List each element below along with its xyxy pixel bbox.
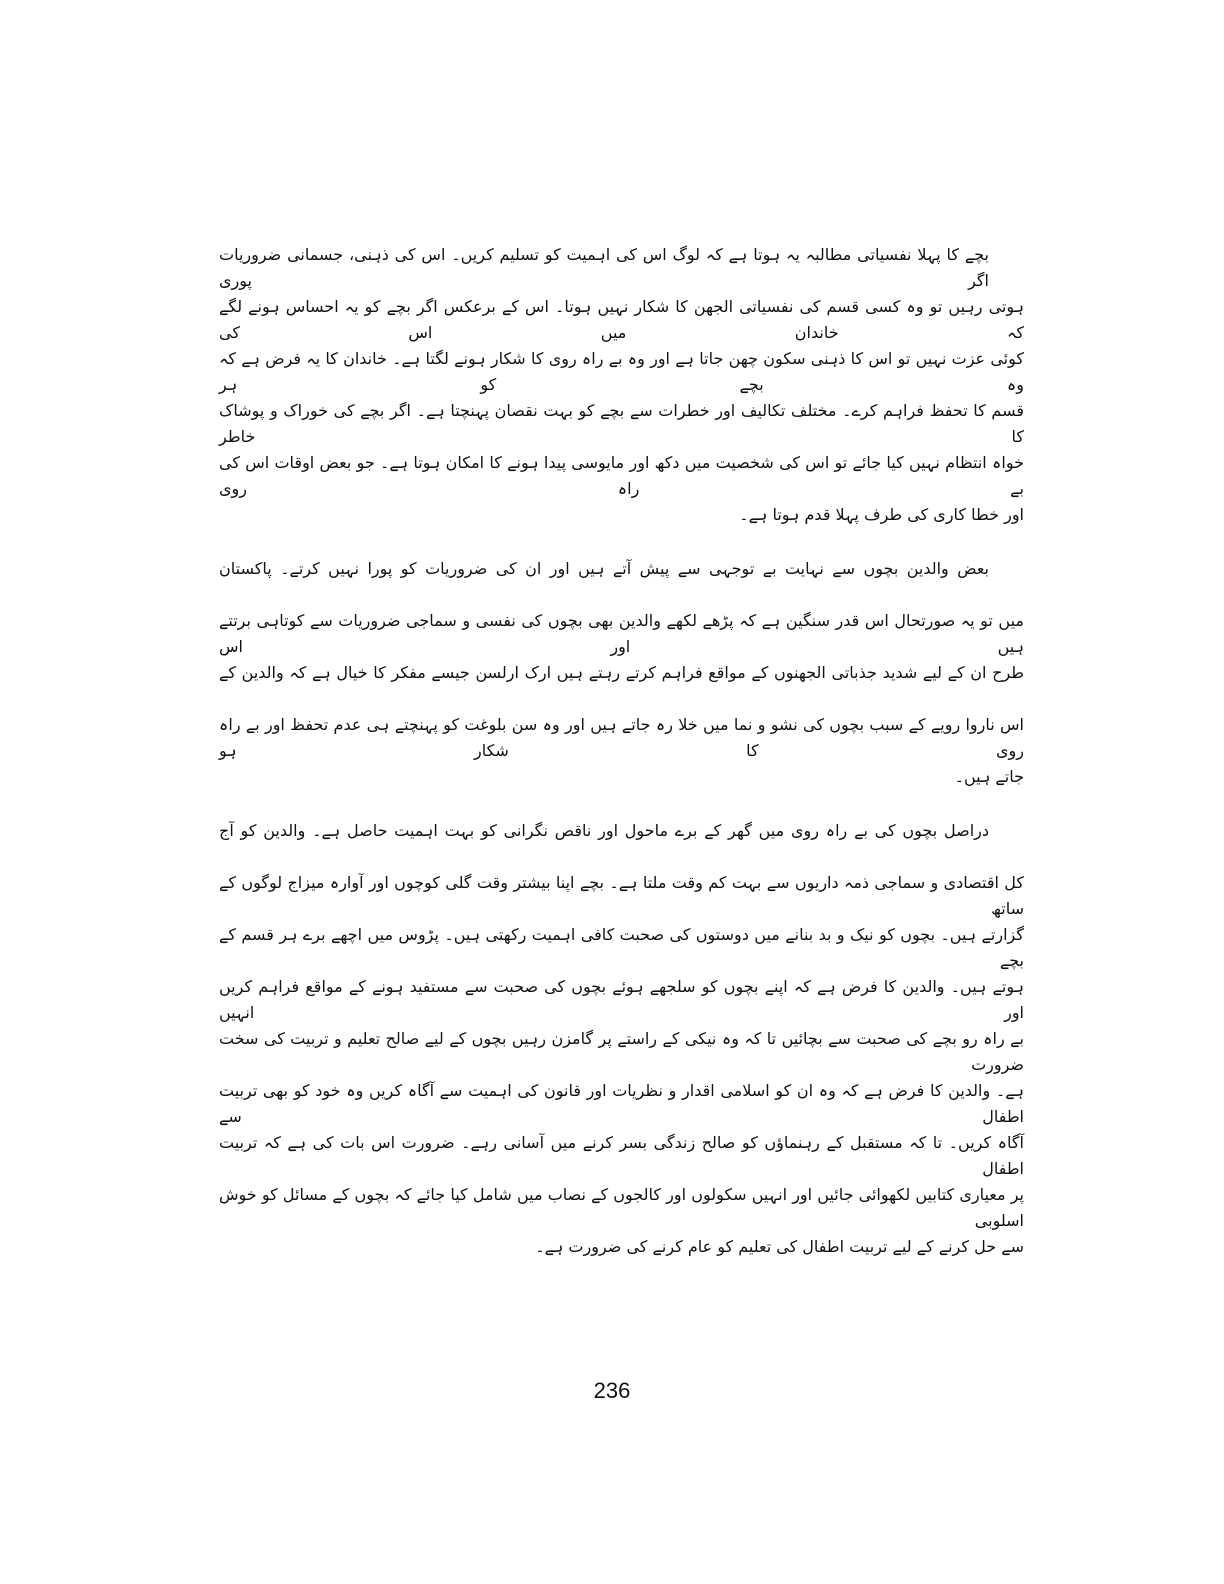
- text-line: کل اقتصادی و سماجی ذمہ داریوں سے بہت کم وقت ملتا ہے۔ بچے اپنا بیشتر وقت گلی کوچوں اور آوارہ میزاج لوگوں کے ساتھ: [219, 873, 1024, 918]
- text-line: آگاہ کریں۔ تا کہ مستقبل کے رہنماؤں کو صالح زندگی بسر کرنے میں آسانی رہے۔ ضرورت اس بات کی ہے کہ تربیت اطفال: [219, 1133, 1024, 1178]
- text-line: سے حل کرنے کے لیے تربیت اطفال کی تعلیم کو عام کرنے کی ضرورت ہے۔: [535, 1237, 1024, 1256]
- paragraph: [219, 242, 1024, 554]
- text-line: قسم کا تحفظ فراہم کرے۔ مختلف تکالیف اور خطرات سے بچے کو بہت نقصان پہنچتا ہے۔ اگر بچے کی خوراک و پوشاک کا خاطر: [219, 401, 1024, 446]
- text-line: بچے کا پہلا نفسیاتی مطالبہ یہ ہوتا ہے کہ لوگ اس کی اہمیت کو تسلیم کریں۔ اس کی ذہنی، جسمانی ضروریات اگر پوری: [219, 245, 989, 290]
- paragraph: [219, 818, 1024, 1286]
- text-line: بے راہ رو بچے کی صحبت سے بچائیں تا کہ وہ نیکی کے راستے پر گامزن رہیں بچوں کے لیے صالح تعلیم و تربیت کی سخت ضرورت: [219, 1029, 1024, 1074]
- paragraph: [219, 556, 1024, 816]
- text-line: کوئی عزت نہیں تو اس کا ذہنی سکون چھن جاتا ہے اور وہ بے راہ روی کا شکار ہونے لگتا ہے۔ خاندان کا یہ فرض ہے کہ وہ بچے کو ہر: [219, 349, 1024, 394]
- text-line: ہے۔ والدین کا فرض ہے کہ وہ ان کو اسلامی اقدار و نظریات اور قانون کی اہمیت سے آگاہ کریں وہ خود کو بھی تربیت اطفال سے: [219, 1081, 1024, 1126]
- text-line: گزارتے ہیں۔ بچوں کو نیک و بد بنانے میں دوستوں کی صحبت کافی اہمیت رکھتی ہیں۔ پڑوس میں اچھے برے ہر قسم کے بچے: [219, 925, 1024, 970]
- text-line: میں تو یہ صورتحال اس قدر سنگین ہے کہ پڑھے لکھے والدین بھی بچوں کی نفسی و سماجی ضروریات سے کوتاہی برتتے ہیں اور اس: [219, 611, 1024, 656]
- text-line: ہوتی رہیں تو وہ کسی قسم کی نفسیاتی الجھن کا شکار نہیں ہوتا۔ اس کے برعکس اگر بچے کو یہ احساس ہونے لگے کہ خاندان میں اس کی: [219, 297, 1024, 342]
- page-number: 236: [593, 1378, 631, 1403]
- text-line: جاتے ہیں۔: [954, 767, 1024, 786]
- text-line: ہوتے ہیں۔ والدین کا فرض ہے کہ اپنے بچوں کو سلجھے ہوئے بچوں کی صحبت سے مستفید ہونے کے مواقع فراہم کریں اور انہیں: [219, 977, 1024, 1022]
- text-line: بعض والدین بچوں سے نہایت بے توجہی سے پیش آتے ہیں اور ان کی ضروریات کو پورا نہیں کرتے۔ پاکستان: [219, 559, 989, 578]
- text-line: طرح ان کے لیے شدید جذباتی الجھنوں کے مواقع فراہم کرتے رہتے ہیں ارک ارلسن جیسے مفکر کا خیال ہے کہ والدین کے: [219, 663, 1024, 682]
- body-text: [219, 242, 1024, 1288]
- text-line: خواہ انتظام نہیں کیا جائے تو اس کی شخصیت میں دکھ اور مایوسی پیدا ہونے کا امکان ہوتا ہے۔ جو بعض اوقات اس کی بے راہ روی: [219, 453, 1024, 498]
- text-line: اور خطا کاری کی طرف پہلا قدم ہوتا ہے۔: [739, 505, 1024, 524]
- text-line: دراصل بچوں کی بے راہ روی میں گھر کے برے ماحول اور ناقص نگرانی کو بہت اہمیت حاصل ہے۔ والدین کو آج: [219, 821, 989, 840]
- text-line: پر معیاری کتابیں لکھوائی جائیں اور انہیں سکولوں اور کالجوں کے نصاب میں شامل کیا جائے کہ بچوں کے مسائل کو خوش اسلوبی: [219, 1185, 1024, 1230]
- text-line: اس ناروا رویے کے سبب بچوں کی نشو و نما میں خلا رہ جاتے ہیں اور وہ سن بلوغت کو پہنچتے ہی عدم تحفظ اور بے راہ روی کا شکار ہو: [219, 715, 1024, 760]
